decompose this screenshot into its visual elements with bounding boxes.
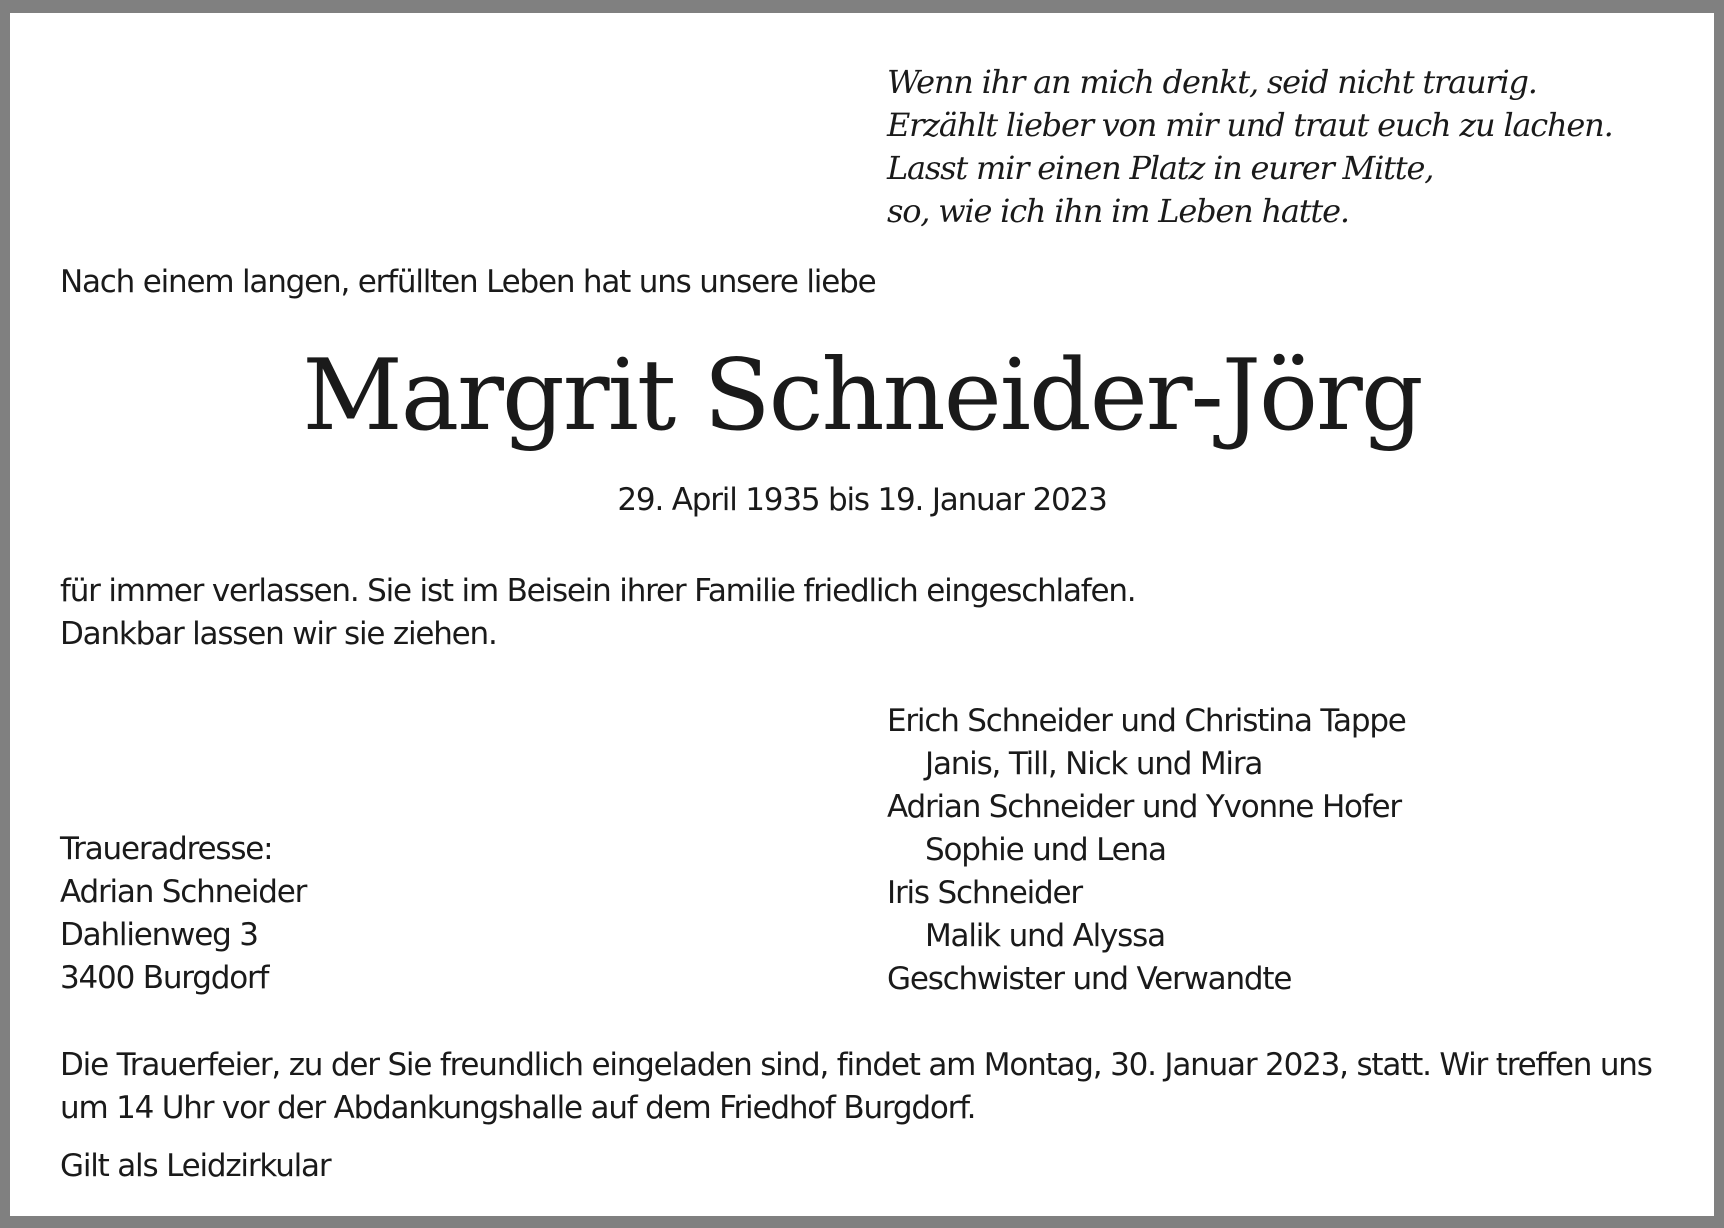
motto-line: so, wie ich ihn im Leben hatte. (887, 192, 1349, 230)
deceased-name: Margrit Schneider-Jörg (302, 339, 1422, 453)
farewell-line: Dankbar lassen wir sie ziehen. (60, 616, 497, 652)
ceremony-line: Die Trauerfeier, zu der Sie freundlich eingeladen sind, findet am Montag, 30. Januar 2023, statt. Wir treffen uns (60, 1047, 1652, 1083)
address-city: 3400 Burgdorf (60, 960, 269, 996)
address-name: Adrian Schneider (60, 874, 307, 910)
closing-note: Gilt als Leidzirkular (60, 1148, 331, 1184)
mourner-row: Malik und Alyssa (925, 918, 1165, 954)
mourner-row: Sophie und Lena (925, 832, 1166, 868)
motto-line: Lasst mir einen Platz in eurer Mitte, (887, 149, 1434, 187)
mourner-row: Janis, Till, Nick und Mira (925, 746, 1263, 782)
ceremony-line: um 14 Uhr vor der Abdankungshalle auf dem Friedhof Burgdorf. (60, 1090, 976, 1126)
farewell-text (60, 570, 1135, 656)
mourners-list (887, 700, 1406, 1001)
motto-line: Erzählt lieber von mir und traut euch zu lachen. (887, 106, 1613, 144)
mourner-row: Geschwister und Verwandte (887, 961, 1292, 997)
mourner-row: Erich Schneider und Christina Tappe (887, 703, 1406, 739)
obituary-notice (10, 13, 1714, 1216)
address-street: Dahlienweg 3 (60, 917, 258, 953)
mourner-row: Adrian Schneider und Yvonne Hofer (887, 789, 1401, 825)
motto-line: Wenn ihr an mich denkt, seid nicht traurig. (887, 63, 1537, 101)
intro-text: Nach einem langen, erfüllten Leben hat uns unsere liebe (60, 264, 876, 300)
mourning-address (60, 828, 306, 1000)
ceremony-info (60, 1044, 1652, 1130)
life-dates: 29. April 1935 bis 19. Januar 2023 (617, 482, 1107, 518)
mourner-row: Iris Schneider (887, 875, 1082, 911)
motto-poem (887, 61, 1613, 233)
farewell-line: für immer verlassen. Sie ist im Beisein ihrer Familie friedlich eingeschlafen. (60, 573, 1136, 609)
address-label: Traueradresse: (60, 831, 273, 867)
